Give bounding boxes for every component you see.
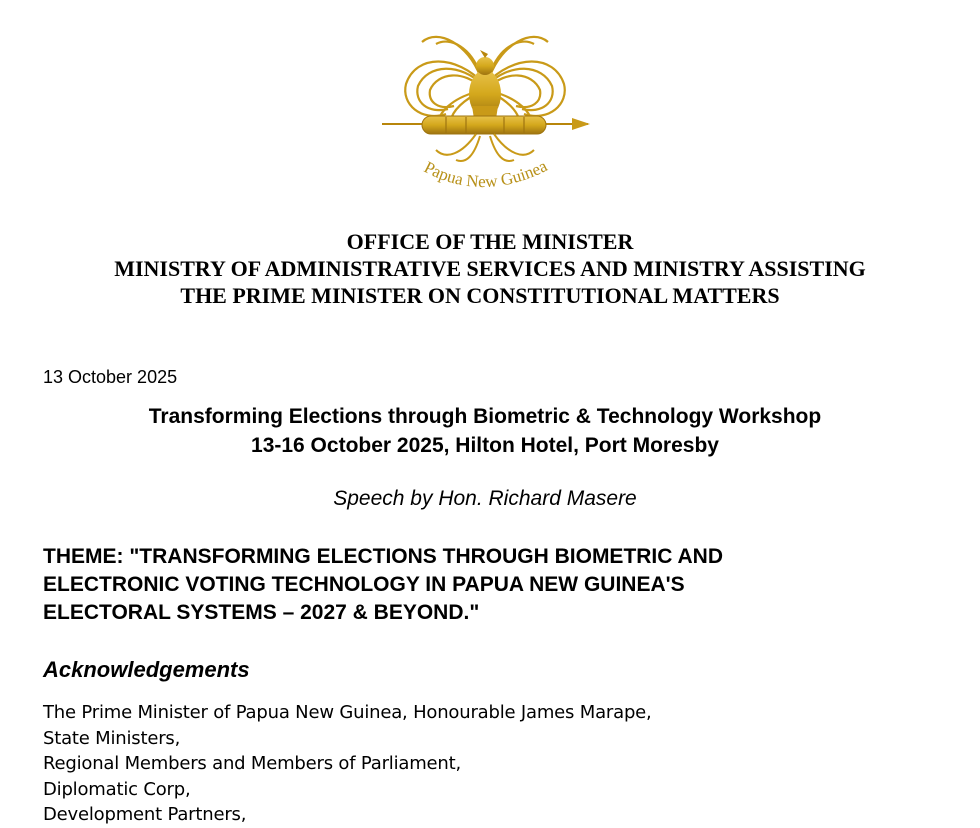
office-line-2: MINISTRY OF ADMINISTRATIVE SERVICES AND MINISTRY ASSISTING	[114, 256, 866, 281]
document-date: 13 October 2025	[43, 367, 178, 387]
list-item: Regional Members and Members of Parliament,	[43, 753, 462, 774]
acknowledgements-heading: Acknowledgements	[43, 657, 250, 682]
theme-line-3: ELECTORAL SYSTEMS – 2027 & BEYOND."	[43, 601, 480, 624]
list-item: Diplomatic Corp,	[43, 778, 191, 800]
theme-block	[43, 543, 963, 627]
speech-byline: Speech by Hon. Richard Masere	[333, 487, 637, 510]
theme-line-2: ELECTRONIC VOTING TECHNOLOGY IN PAPUA NEW GUINEA'S	[43, 573, 685, 596]
office-line-3: THE PRIME MINISTER ON CONSTITUTIONAL MATTERS	[180, 283, 780, 308]
office-header	[0, 228, 980, 309]
office-line-1: OFFICE OF THE MINISTER	[346, 229, 634, 254]
emblem-caption: Papua New Guinea	[421, 156, 551, 192]
svg-text:Papua New Guinea	[421, 156, 551, 191]
papua-new-guinea-emblem-icon	[376, 14, 594, 204]
theme-line-1: THEME: "TRANSFORMING ELECTIONS THROUGH BIOMETRIC AND	[43, 545, 723, 568]
list-item: The Prime Minister of Papua New Guinea, Honourable James Marape,	[43, 702, 652, 723]
event-block	[0, 402, 970, 460]
list-item: Development Partners,	[43, 804, 247, 825]
emblem	[376, 14, 594, 204]
acknowledgements-list	[43, 700, 652, 828]
event-details: 13-16 October 2025, Hilton Hotel, Port Moresby	[251, 434, 719, 457]
event-title: Transforming Elections through Biometric & Technology Workshop	[148, 405, 822, 428]
list-item: State Ministers,	[43, 727, 181, 749]
